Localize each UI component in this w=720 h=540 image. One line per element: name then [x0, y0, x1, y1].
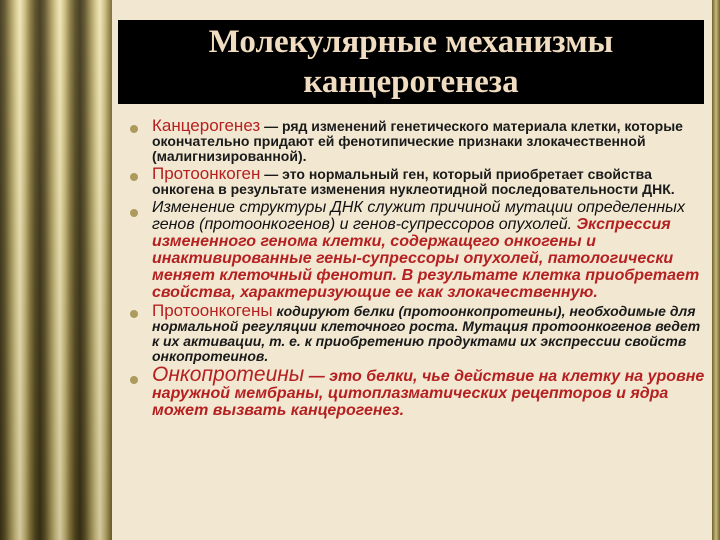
item-definition: — это нормальный ген, который приобретает свойства онкогена в результате изменения нуклеотидной последовательности ДНК.: [152, 166, 675, 197]
item-term: Канцерогенез: [152, 116, 261, 135]
bullet-list: [128, 118, 708, 421]
bullet-dot-icon: [130, 125, 138, 133]
item-definition: — ряд изменений генетического материала клетки, которые окончательно придают ей фенотипические признаки злокачественной (малигнизированной).: [152, 118, 683, 164]
decorative-gold-strip: [0, 0, 112, 540]
list-item: [128, 303, 708, 364]
decorative-right-border: [712, 0, 720, 540]
item-plain-text: Изменение структуры ДНК служит причиной мутации определенных генов (протоонкогенов) и генов-супрессоров опухолей.: [152, 199, 685, 233]
item-text: [152, 118, 708, 164]
item-emphasis-text: Экспрессия измененного генома клетки, содержащего онкогены и инактивированные гены-супрессоры опухолей, патологически меняет клеточный фенотип. В результате клетка приобретает свойства, характеризующие ее как злокачественную.: [152, 216, 700, 301]
item-definition: — это белки, чье действие на клетку на уровне наружной мембраны, цитоплазматических рецепторов и ядра может вызвать канцерогенез.: [152, 368, 705, 419]
item-term: Протоонкоген: [152, 164, 261, 183]
item-text: [152, 303, 708, 364]
item-text: [152, 166, 708, 197]
item-text: [152, 363, 708, 419]
bullet-dot-icon: [130, 376, 138, 384]
list-item: [128, 166, 708, 197]
bullet-dot-icon: [130, 173, 138, 181]
item-text: [152, 199, 708, 301]
bullet-dot-icon: [130, 310, 138, 318]
list-item: [128, 199, 708, 301]
item-term: Протоонкогены: [152, 301, 273, 320]
bullet-dot-icon: [130, 209, 138, 217]
list-item: [128, 363, 708, 419]
slide-title: Молекулярные механизмы канцерогенеза: [208, 24, 614, 100]
title-banner: [118, 20, 704, 104]
item-term: Онкопротеины: [152, 363, 305, 386]
list-item: [128, 118, 708, 164]
item-definition: кодируют белки (протоонкопротеины), необходимые для нормальной регуляции клеточного роста. Мутация протоонкогенов ведет к их активации, т. е. к приобретению продуктами их экспрессии свойств онкопротеинов.: [152, 303, 701, 364]
